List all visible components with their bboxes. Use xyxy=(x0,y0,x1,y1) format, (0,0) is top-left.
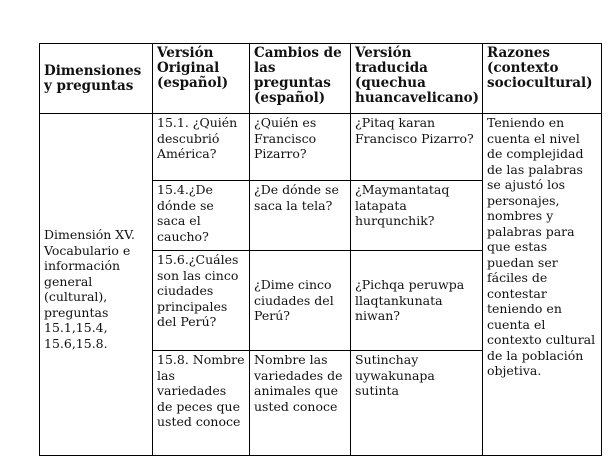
header-dimension: Dimensiones y preguntas xyxy=(40,44,153,114)
translated-cell: ¿Pitaq karan Francisco Pizarro? xyxy=(351,114,483,181)
reasons-cell: Teniendo en cuenta el nivel de complejidad de las palabras se ajustó los personajes, nombres y palabras para que estas puedan ser fáciles de contestar teniendo en cuenta el contexto cultural de la población objetiva. xyxy=(483,114,602,456)
original-cell: 15.6.¿Cuáles son las cinco ciudades principales del Perú? xyxy=(153,251,250,351)
header-reasons: Razones (contexto sociocultural) xyxy=(483,44,602,114)
original-cell: 15.8. Nombre las variedades de peces que usted conoce xyxy=(153,351,250,456)
dimension-cell: Dimensión XV. Vocabulario e información general (cultural), preguntas 15.1,15.4, 15.6,15.8. xyxy=(40,114,153,456)
translated-cell: ¿Maymantataq latapata hurqunchik? xyxy=(351,181,483,251)
changed-cell: ¿Quién es Francisco Pizarro? xyxy=(250,114,351,181)
header-original: Versión Original (español) xyxy=(153,44,250,114)
questions-table xyxy=(39,43,602,456)
header-translated: Versión traducida (quechua huancavelicano) xyxy=(351,44,483,114)
changed-cell: Nombre las variedades de animales que usted conoce xyxy=(250,351,351,456)
changed-cell: ¿De dónde se saca la tela? xyxy=(250,181,351,251)
translated-cell: ¿Pichqa peruwpa llaqtankunata niwan? xyxy=(351,251,483,351)
translated-cell: Sutinchay uywakunapa sutinta xyxy=(351,351,483,456)
original-cell: 15.1. ¿Quién descubrió América? xyxy=(153,114,250,181)
original-cell: 15.4.¿De dónde se saca el caucho? xyxy=(153,181,250,251)
table-row xyxy=(40,114,602,181)
changed-cell: ¿Dime cinco ciudades del Perú? xyxy=(250,251,351,351)
header-row xyxy=(40,44,602,114)
header-changes: Cambios de las preguntas (español) xyxy=(250,44,351,114)
